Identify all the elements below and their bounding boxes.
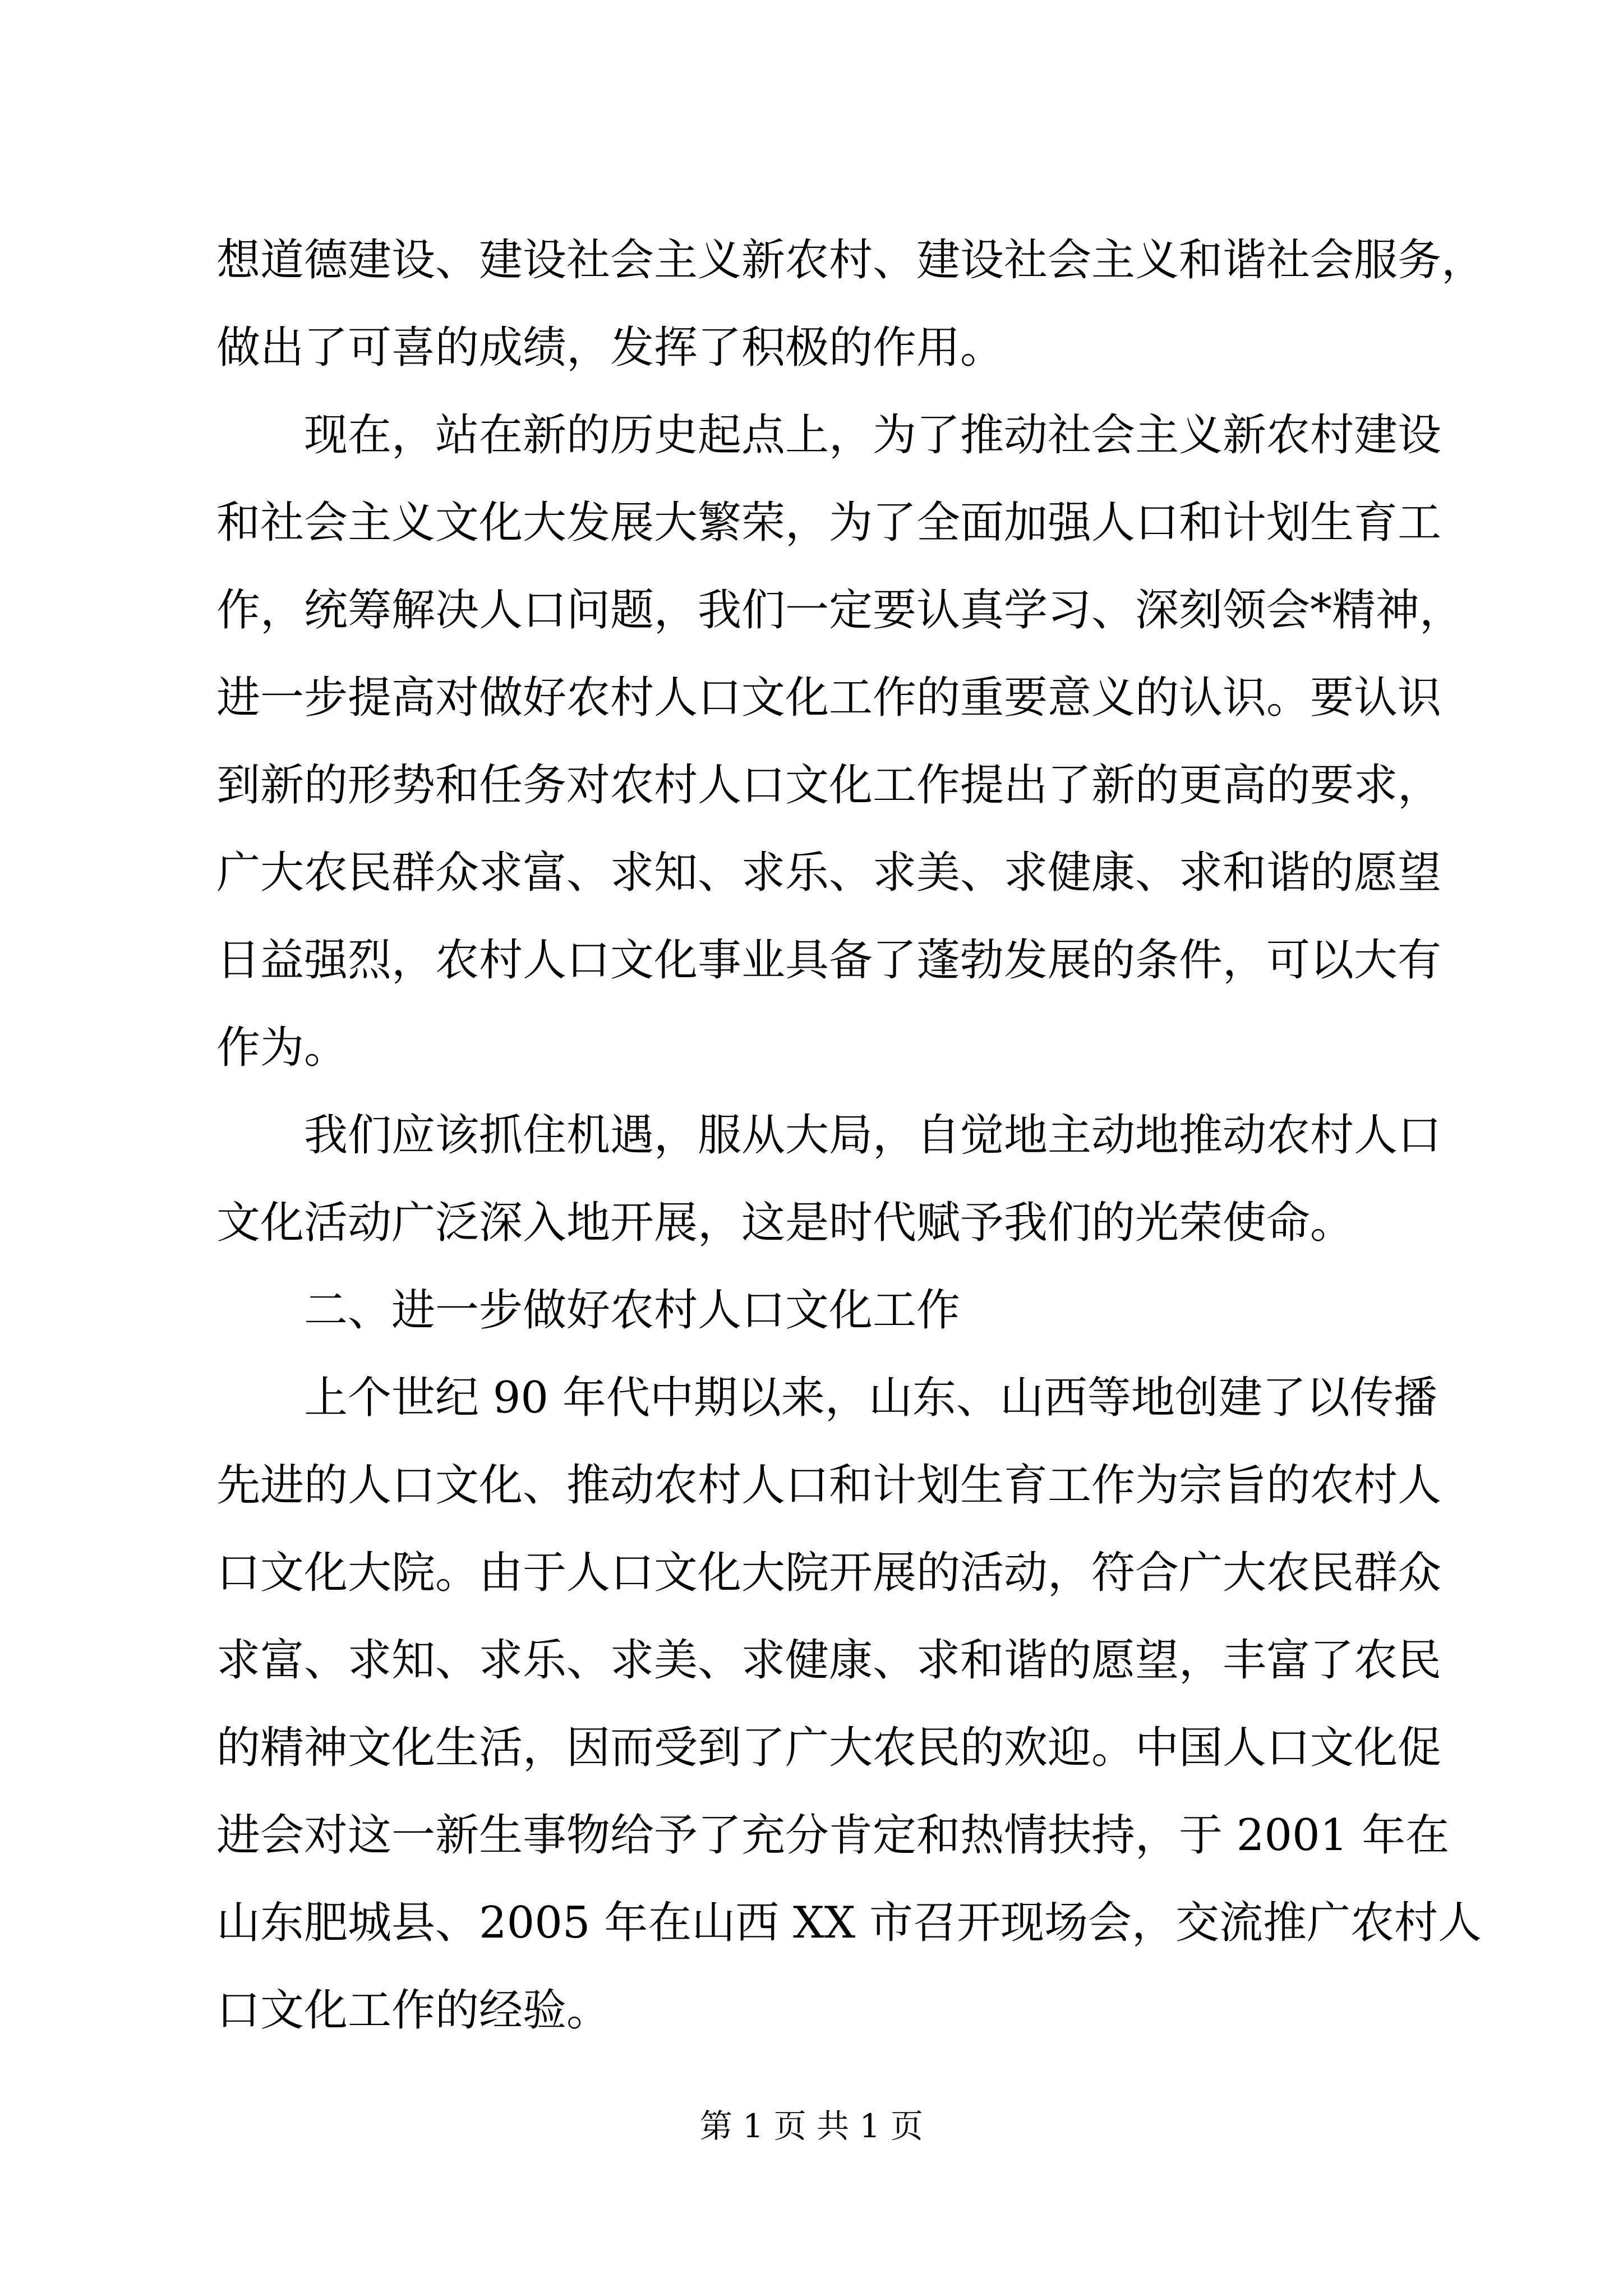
text-line: 文化活动广泛深入地开展，这是时代赋予我们的光荣使命。 — [216, 1198, 1354, 1248]
text-line: 日益强烈，农村人口文化事业具备了蓬勃发展的条件，可以大有 — [216, 935, 1442, 986]
text-line: 进一步提高对做好农村人口文化工作的重要意义的认识。要认识 — [216, 673, 1442, 723]
paragraph-start-line: 上个世纪 90 年代中期以来，山东、山西等地创建了以传播 — [304, 1373, 1437, 1423]
text-line: 的精神文化生活，因而受到了广大农民的欢迎。中国人口文化促 — [216, 1723, 1442, 1773]
text-line: 口文化工作的经验。 — [216, 1985, 611, 2036]
paragraph-start-line: 我们应该抓住机遇，服从大局，自觉地主动地推动农村人口 — [304, 1110, 1442, 1161]
text-line: 做出了可喜的成绩，发挥了积极的作用。 — [216, 323, 1004, 373]
text-line: 作为。 — [216, 1023, 348, 1073]
text-line: 山东肥城县、2005 年在山西 XX 市召开现场会，交流推广农村人 — [216, 1898, 1482, 1948]
text-line: 进会对这一新生事物给予了充分肯定和热情扶持，于 2001 年在 — [216, 1810, 1450, 1861]
text-line: 作，统筹解决人口问题，我们一定要认真学习、深刻领会*精神， — [216, 585, 1464, 636]
paragraph-start-line: 现在，站在新的历史起点上，为了推动社会主义新农村建设 — [304, 410, 1442, 461]
section-heading: 二、进一步做好农村人口文化工作 — [304, 1285, 961, 1336]
text-line: 先进的人口文化、推动农村人口和计划生育工作为宗旨的农村人 — [216, 1460, 1442, 1511]
body-text — [216, 217, 1486, 2054]
text-line: 和社会主义文化大发展大繁荣，为了全面加强人口和计划生育工 — [216, 498, 1442, 548]
text-line: 想道德建设、建设社会主义新农村、建设社会主义和谐社会服务， — [216, 235, 1486, 286]
text-line: 到新的形势和任务对农村人口文化工作提出了新的更高的要求， — [216, 760, 1442, 811]
page-number-footer: 第 1 页 共 1 页 — [700, 2107, 923, 2145]
text-line: 口文化大院。由于人口文化大院开展的活动，符合广大农民群众 — [216, 1548, 1442, 1598]
text-line: 求富、求知、求乐、求美、求健康、求和谐的愿望，丰富了农民 — [216, 1635, 1442, 1686]
text-line: 广大农民群众求富、求知、求乐、求美、求健康、求和谐的愿望 — [216, 848, 1442, 898]
